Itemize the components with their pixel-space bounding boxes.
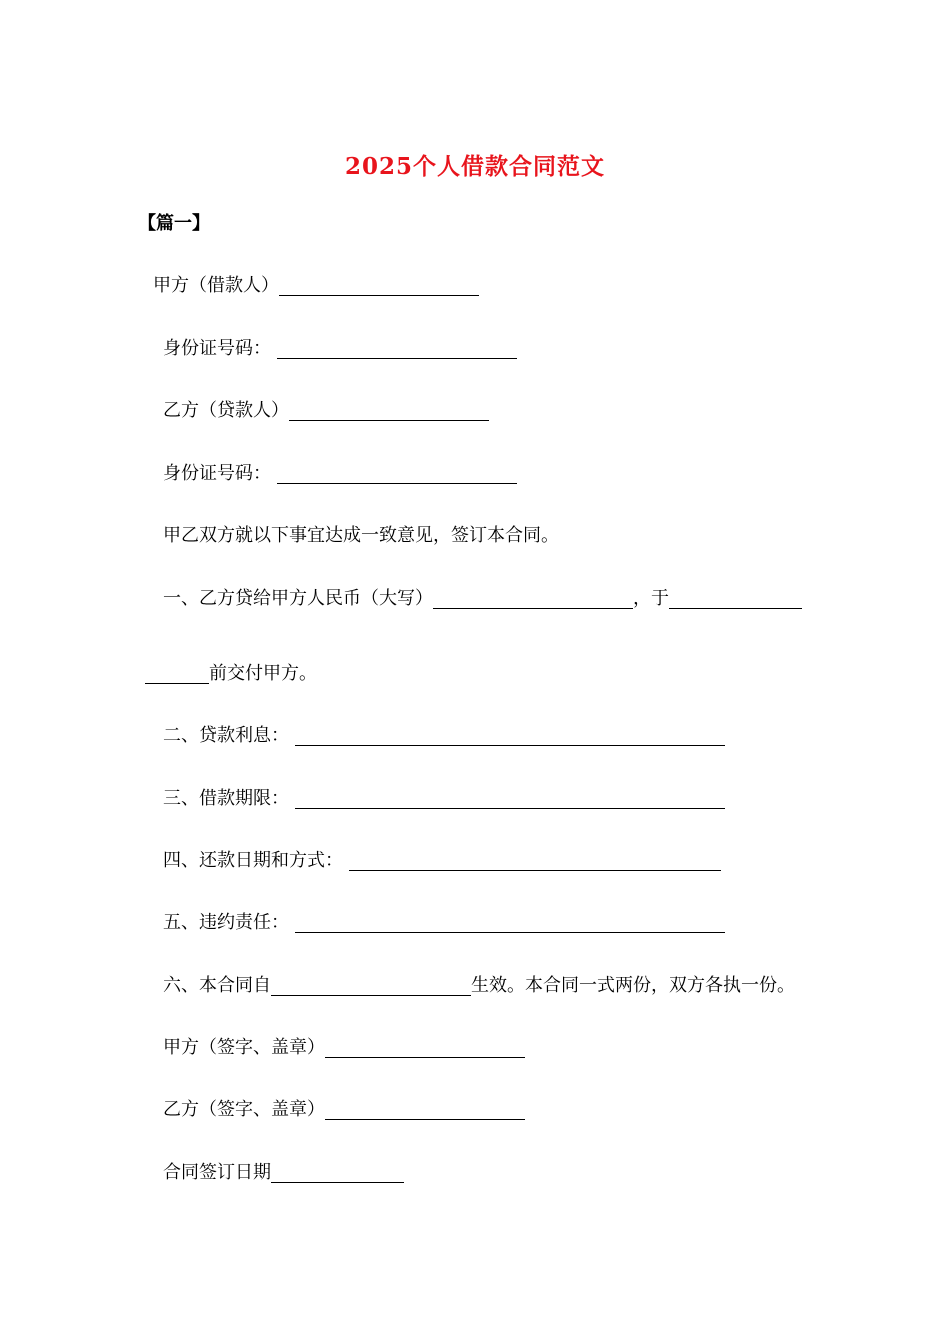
clause-5-line: [163, 909, 725, 937]
lender-blank[interactable]: [289, 400, 489, 421]
lender-id-label: 身份证号码：: [163, 463, 271, 484]
borrower-signature-blank[interactable]: [325, 1037, 525, 1058]
borrower-id-label: 身份证号码：: [163, 338, 271, 359]
signing-date-blank[interactable]: [271, 1162, 404, 1183]
clause-2-line: [163, 722, 725, 750]
clause-6-tail: 生效。本合同一式两份，双方各执一份。: [471, 975, 795, 996]
clause-1-label: 一、乙方贷给甲方人民币（大写）: [163, 588, 433, 609]
document-title: 2025个人借款合同范文: [344, 153, 605, 180]
liability-blank[interactable]: [295, 912, 725, 933]
signing-date-label: 合同签订日期: [163, 1162, 271, 1183]
clause-4-label: 四、还款日期和方式：: [163, 850, 343, 871]
interest-blank[interactable]: [295, 725, 725, 746]
lender-label: 乙方（贷款人）: [163, 400, 289, 421]
delivery-date-blank-b[interactable]: [145, 663, 209, 684]
clause-6-line: [163, 972, 795, 1000]
lender-signature-blank[interactable]: [325, 1099, 525, 1120]
lender-id-blank[interactable]: [277, 463, 517, 484]
borrower-signature-label: 甲方（签字、盖章）: [163, 1037, 325, 1058]
lender-signature-label: 乙方（签字、盖章）: [163, 1099, 325, 1120]
agreement-line: [163, 522, 559, 550]
clause-1-connector: ，于: [633, 588, 669, 609]
signing-date-line: [163, 1159, 404, 1187]
lender-signature-line: [163, 1096, 525, 1124]
lender-line: [163, 397, 489, 425]
clause-5-label: 五、违约责任：: [163, 912, 289, 933]
clause-6-label: 六、本合同自: [163, 975, 271, 996]
loan-amount-blank[interactable]: [433, 588, 633, 609]
borrower-label: 甲方（借款人）: [153, 275, 279, 296]
section-heading: 【篇一】: [138, 213, 210, 234]
borrower-signature-line: [163, 1034, 525, 1062]
clause-1-line: [163, 585, 802, 613]
borrower-line: [153, 272, 479, 300]
borrower-blank[interactable]: [279, 275, 479, 296]
lender-id-line: [163, 460, 517, 488]
clause-3-label: 三、借款期限：: [163, 788, 289, 809]
clause-2-label: 二、贷款利息：: [163, 725, 289, 746]
clause-1-tail: 前交付甲方。: [209, 663, 317, 684]
borrower-id-line: [163, 335, 517, 363]
repayment-blank[interactable]: [349, 850, 721, 871]
clause-4-line: [163, 847, 721, 875]
agreement-text: 甲乙双方就以下事宜达成一致意见，签订本合同。: [163, 525, 559, 546]
borrower-id-blank[interactable]: [277, 338, 517, 359]
delivery-date-blank-a[interactable]: [669, 588, 802, 609]
clause-1-continuation: [145, 660, 317, 688]
loan-term-blank[interactable]: [295, 788, 725, 809]
effective-date-blank[interactable]: [271, 975, 471, 996]
clause-3-line: [163, 785, 725, 813]
